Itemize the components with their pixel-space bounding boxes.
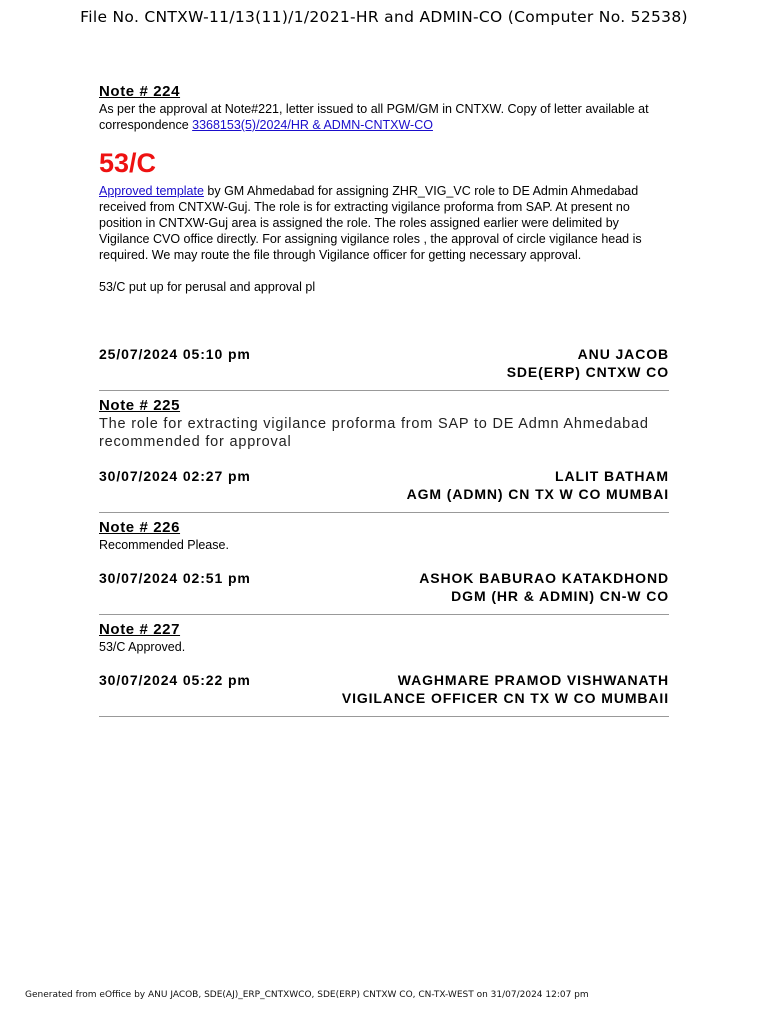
signatory-name: ASHOK BABURAO KATAKDHOND: [419, 570, 669, 586]
reference-53c-heading: 53/C: [99, 148, 157, 178]
generated-footer: Generated from eOffice by ANU JACOB, SDE(AJ)_ERP_CNTXWCO, SDE(ERP) CNTXW CO, CN-TX-WEST on 31/07/2024 12:07 pm: [25, 990, 589, 1000]
signature-block-225: [99, 467, 669, 503]
signatory-name: ANU JACOB: [577, 346, 669, 362]
note-224-title: Note # 224: [99, 83, 181, 100]
signatory: [419, 569, 669, 605]
signature-date: 30/07/2024 05:22 pm: [99, 672, 251, 688]
signatory-name: LALIT BATHAM: [555, 468, 669, 484]
signatory-designation: AGM (ADMN) CN TX W CO MUMBAI: [406, 486, 669, 502]
note-226-text: Recommended Please.: [99, 538, 229, 552]
signature-date: 30/07/2024 02:51 pm: [99, 570, 251, 586]
note-224-text: [99, 101, 669, 133]
signatory: [507, 345, 669, 381]
perusal-text: 53/C put up for perusal and approval pl: [99, 280, 316, 294]
signatory: [342, 671, 669, 707]
signature-block-227: [99, 671, 669, 707]
signatory-designation: SDE(ERP) CNTXW CO: [506, 364, 669, 380]
approved-template-link[interactable]: Approved template: [99, 184, 204, 198]
signature-date: 25/07/2024 05:10 pm: [99, 346, 251, 362]
reference-text-body: by GM Ahmedabad for assigning ZHR_VIG_VC role to DE Admin Ahmedabad received from CNTXW-Guj. The role is for extracting vigilance proforma from SAP. At present no position in CNTXW-Guj area is assigned the role. The roles assigned earlier were delimited by Vigilance CVO office directly. For assigning vigilance roles , the approval of circle vigilance head is required. We may route the file through Vigilance officer for getting necessary approval.: [99, 184, 642, 262]
signatory-designation: VIGILANCE OFFICER CN TX W CO MUMBAII: [341, 690, 669, 706]
note-225-title: Note # 225: [99, 397, 181, 414]
file-number-header: File No. CNTXW-11/13(11)/1/2021-HR and ADMIN-CO (Computer No. 52538): [80, 8, 688, 26]
correspondence-link[interactable]: 3368153(5)/2024/HR & ADMN-CNTXW-CO: [192, 118, 433, 132]
note-227-text: 53/C Approved.: [99, 640, 186, 654]
divider: [99, 390, 669, 391]
signature-block-224: [99, 345, 669, 381]
divider: [99, 512, 669, 513]
note-224-text-body: As per the approval at Note#221, letter issued to all PGM/GM in CNTXW. Copy of letter available at correspondence: [99, 102, 649, 132]
note-225-text: The role for extracting vigilance proforma from SAP to DE Admn Ahmedabad recommended for approval: [99, 416, 649, 450]
signatory-name: WAGHMARE PRAMOD VISHWANATH: [397, 672, 669, 688]
divider: [99, 614, 669, 615]
note-226-title: Note # 226: [99, 519, 181, 536]
divider: [99, 716, 669, 717]
signatory: [407, 467, 669, 503]
reference-text: [99, 183, 669, 263]
signature-date: 30/07/2024 02:27 pm: [99, 468, 251, 484]
signatory-designation: DGM (HR & ADMIN) CN-W CO: [451, 588, 669, 604]
note-227-title: Note # 227: [99, 621, 181, 638]
notesheet-body: [99, 82, 669, 717]
signature-block-226: [99, 569, 669, 605]
